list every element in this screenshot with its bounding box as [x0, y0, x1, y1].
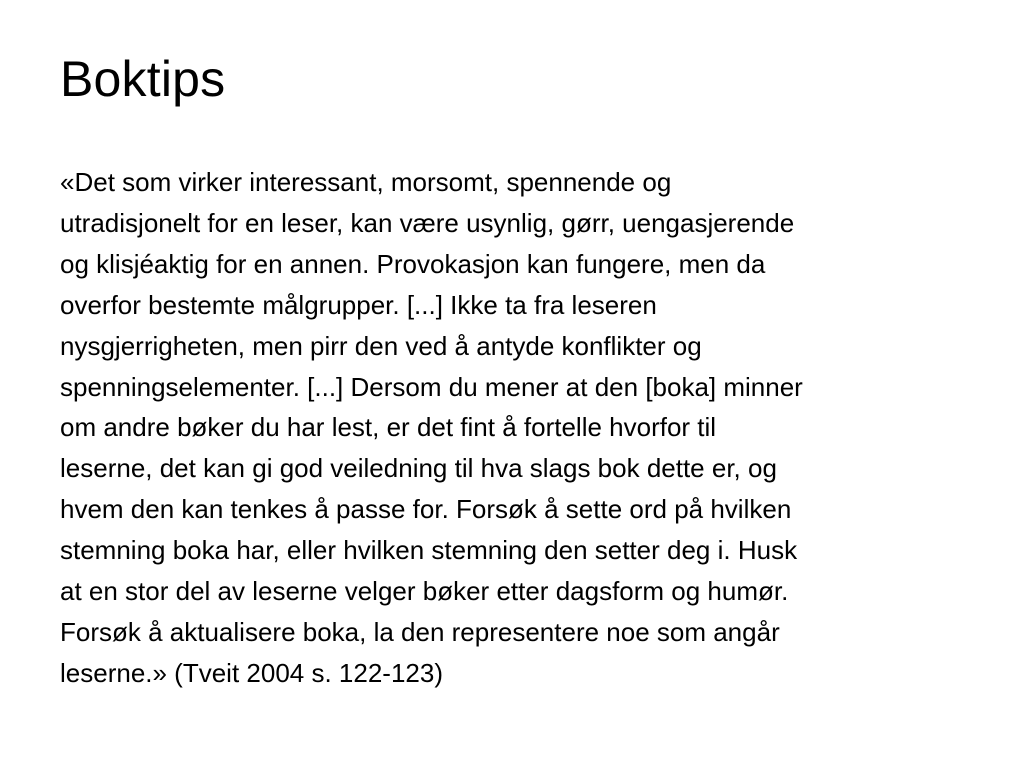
quote-line: nysgjerrigheten, men pirr den ved å antyde konflikter og — [60, 330, 702, 361]
quote-line: utradisjonelt for en leser, kan være usynlig, gørr, uengasjerende — [60, 207, 795, 238]
quote-line: spenningselementer. [...] Dersom du mener at den [boka] minner — [60, 371, 803, 402]
quote-line: Forsøk å aktualisere boka, la den representere noe som angår — [60, 616, 780, 647]
quote-line: leserne.» (Tveit 2004 s. 122-123) — [60, 657, 443, 688]
quote-line: «Det som virker interessant, morsomt, spennende og — [60, 167, 672, 197]
quote-line: og klisjéaktig for en annen. Provokasjon kan fungere, men da — [60, 248, 766, 279]
quote-text — [60, 162, 980, 694]
quote-line: overfor bestemte målgrupper. [...] Ikke ta fra leseren — [60, 289, 657, 320]
slide-title: Boktips — [60, 51, 226, 107]
quote-line: hvem den kan tenkes å passe for. Forsøk å sette ord på hvilken — [60, 494, 792, 525]
quote-line: om andre bøker du har lest, er det fint å fortelle hvorfor til — [60, 412, 717, 443]
quote-line: stemning boka har, eller hvilken stemning den setter deg i. Husk — [60, 535, 798, 566]
quote-line: at en stor del av leserne velger bøker etter dagsform og humør. — [60, 576, 789, 607]
quote-line: leserne, det kan gi god veiledning til hva slags bok dette er, og — [60, 453, 777, 484]
